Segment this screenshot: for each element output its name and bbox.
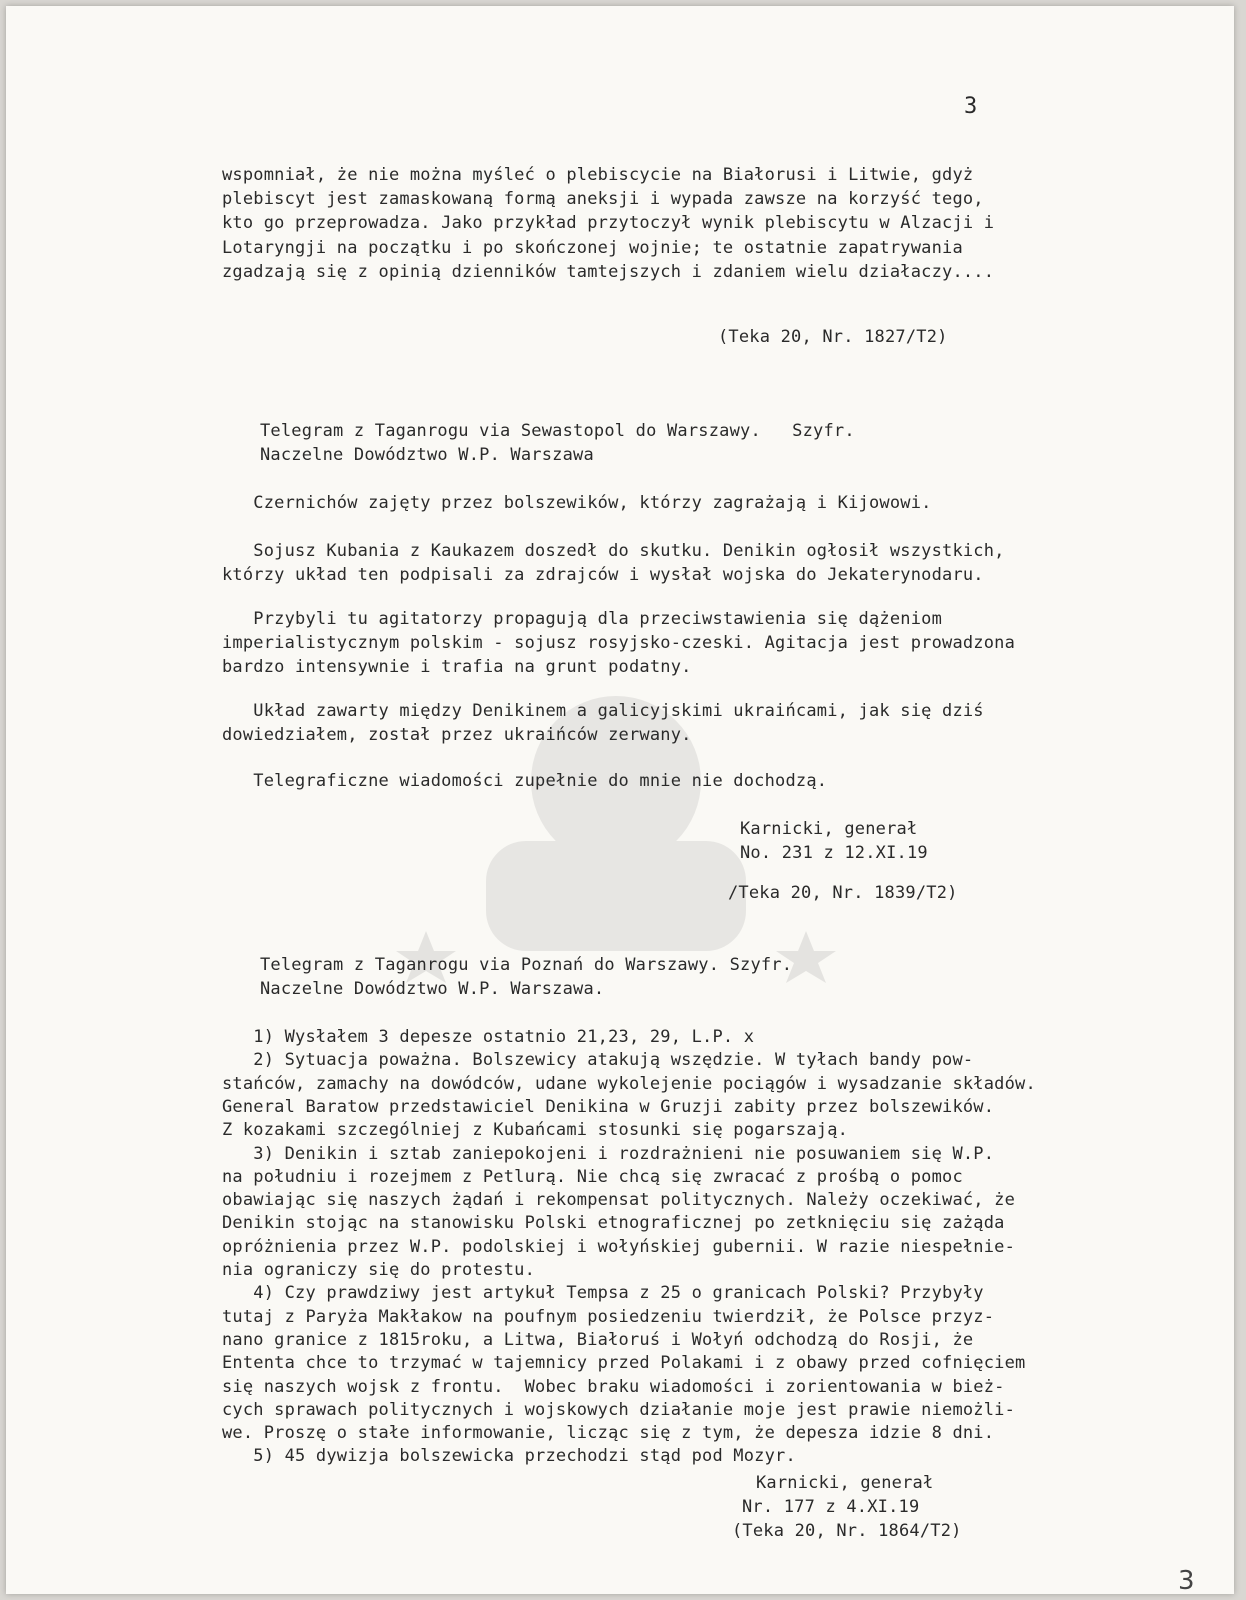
text-line: Telegram z Taganrogu via Sewastopol do Warszawy. Szyfr. <box>260 421 855 441</box>
text-line: 3) Denikin i sztab zaniepokojeni i rozdrażnieni nie posuwaniem się W.P. <box>222 1143 995 1164</box>
telegram-2-signature: Karnicki, generał <box>756 1473 934 1493</box>
text-line: we. Proszę o stałe informowanie, licząc się z tym, że depesza idzie 8 dni. <box>222 1423 995 1444</box>
text-line: zgadzają się z opinią dzienników tamtejszych i zdaniem wielu działaczy.... <box>222 261 995 282</box>
telegram-1-number: No. 231 z 12.XI.19 <box>740 843 928 863</box>
document-page <box>6 6 1234 1594</box>
page-number: 3 <box>964 94 978 119</box>
text-line: Ententa chce to trzymać w tajemnicy przed Polakami i z obawy przed cofnięciem <box>222 1353 1026 1374</box>
text-line: General Baratow przedstawiciel Denikina w Gruzji zabity przez bolszewików. <box>222 1096 995 1117</box>
archive-reference-2: /Teka 20, Nr. 1839/T2) <box>728 883 958 903</box>
text-line: 4) Czy prawdziwy jest artykuł Tempsa z 25 o granicach Polski? Przybyły <box>222 1283 984 1304</box>
text-line: obawiając się naszych żądań i rekompensat politycznych. Należy oczekiwać, że <box>222 1190 1016 1211</box>
text-line: Czernichów zajęty przez bolszewików, którzy zagrażają i Kijowowi. <box>222 493 932 513</box>
text-line: imperialistycznym polskim - sojusz rosyjsko-czeski. Agitacja jest prowadzona <box>222 633 1016 653</box>
telegram-2-number: Nr. 177 z 4.XI.19 <box>742 1497 920 1517</box>
text-line: Z kozakami szczególniej z Kubańcami stosunki się pogarszają. <box>222 1120 849 1141</box>
text-line: Naczelne Dowództwo W.P. Warszawa. <box>260 979 605 999</box>
text-line: wspomniał, że nie można myśleć o plebiscycie na Białorusi i Litwie, gdyż <box>222 165 974 185</box>
text-line: cych sprawach politycznych i wojskowych działanie moje jest prawie niemożli- <box>222 1399 1016 1420</box>
text-line: nano granice z 1815roku, a Litwa, Białoruś i Wołyń odchodzą do Rosji, że <box>222 1329 974 1350</box>
text-line: Sojusz Kubania z Kaukazem doszedł do skutku. Denikin ogłosił wszystkich, <box>222 541 1005 561</box>
text-line: 5) 45 dywizja bolszewicka przechodzi stąd pod Mozyr. <box>222 1446 796 1467</box>
text-line: 1) Wysłałem 3 depesze ostatnio 21,23, 29, L.P. x <box>222 1027 755 1047</box>
text-line: 2) Sytuacja poważna. Bolszewicy atakują wszędzie. W tyłach bandy pow- <box>222 1050 974 1071</box>
text-line: którzy układ ten podpisali za zdrajców i wysłał wojska do Jekaterynodaru. <box>222 565 984 585</box>
text-line: na południu i rozejmem z Petlurą. Nie chcą się zwracać z prośbą o pomoc <box>222 1166 963 1187</box>
text-line: Telegram z Taganrogu via Poznań do Warszawy. Szyfr. <box>260 955 793 975</box>
text-line: plebiscyt jest zamaskowaną formą aneksji i wypada zawsze na korzyść tego, <box>222 189 984 210</box>
telegram-1-signature: Karnicki, generał <box>740 819 918 839</box>
handwritten-page-number: 3 <box>1178 1566 1195 1594</box>
archive-reference-3: (Teka 20, Nr. 1864/T2) <box>732 1521 962 1541</box>
text-line: tutaj z Paryża Makłakow na poufnym posiedzeniu twierdził, że Polsce przyz- <box>222 1306 995 1327</box>
text-line: stańców, zamachy na dowódców, udane wykolejenie pociągów i wysadzanie składów. <box>222 1073 1036 1094</box>
text-line: dowiedziałem, został przez ukraińców zerwany. <box>222 725 692 745</box>
text-line: Denikin stojąc na stanowisku Polski etnograficznej po zetknięciu się zażąda <box>222 1213 1005 1234</box>
text-line: się naszych wojsk z frontu. Wobec braku wiadomości i zorientowania w bież- <box>222 1376 1005 1397</box>
text-line: nia ograniczy się do protestu. <box>222 1260 536 1280</box>
text-line: kto go przeprowadza. Jako przykład przytoczył wynik plebiscytu w Alzacji i <box>222 213 995 234</box>
text-line: Telegraficzne wiadomości zupełnie do mnie nie dochodzą. <box>222 771 828 791</box>
text-line: Lotaryngji na początku i po skończonej wojnie; te ostatnie zapatrywania <box>222 237 963 258</box>
text-line: Układ zawarty między Denikinem a galicyjskimi ukraińcami, jak się dziś <box>222 701 984 721</box>
text-line: bardzo intensywnie i trafia na grunt podatny. <box>222 657 692 677</box>
text-line: Przybyli tu agitatorzy propagują dla przeciwstawienia się dążeniom <box>222 609 943 629</box>
text-line: opróżnienia przez W.P. podolskiej i wołyńskiej gubernii. W razie niespełnie- <box>222 1236 1016 1257</box>
text-line: Naczelne Dowództwo W.P. Warszawa <box>260 445 594 465</box>
archive-reference-1: (Teka 20, Nr. 1827/T2) <box>718 327 948 347</box>
